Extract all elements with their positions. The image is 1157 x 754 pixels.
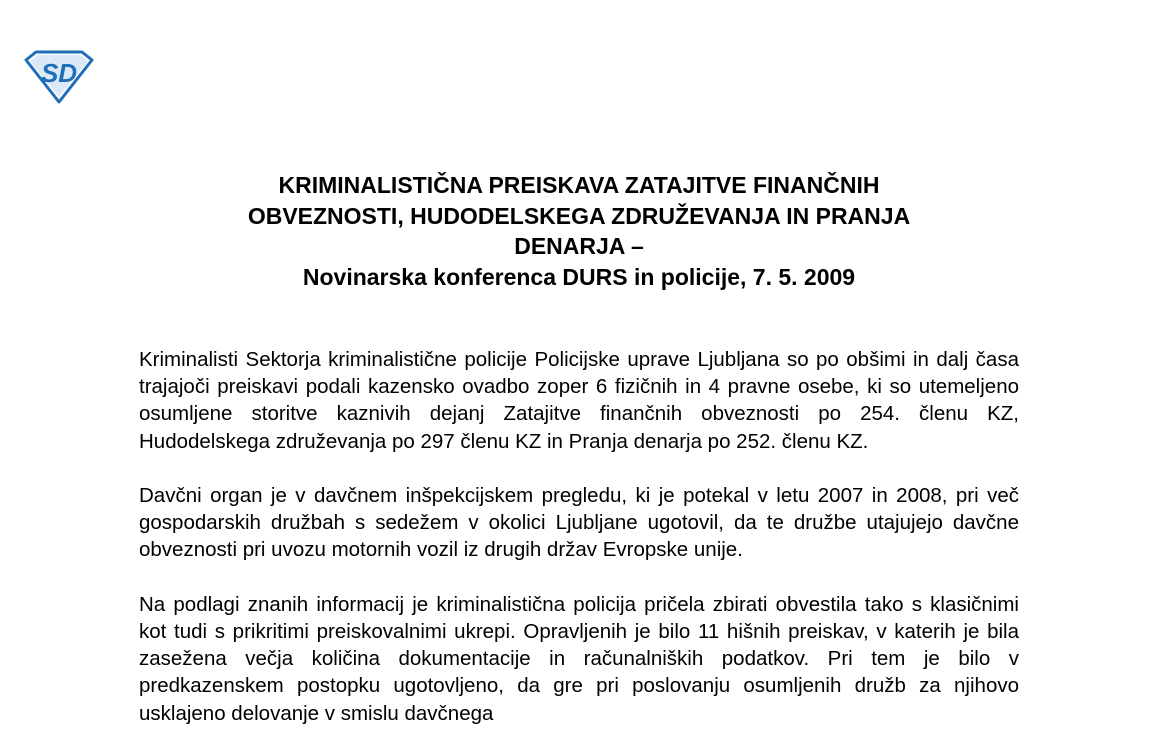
durs-logo-icon [22, 48, 96, 106]
title-line-3: DENARJA – [514, 233, 644, 259]
logo-lettering: SD [40, 58, 78, 88]
document-title [140, 170, 1018, 292]
title-line-1: KRIMINALISTIČNA PREISKAVA ZATAJITVE FINANČNIH [278, 172, 880, 198]
paragraph-2: Davčni organ je v davčnem inšpekcijskem pregledu, ki je potekal v letu 2007 in 2008, pri več gospodarskih družbah s sedežem v okolici Ljubljane ugotovil, da te družbe utajujejo davčne obveznosti pri uvozu motornih vozil iz drugih držav Evropske unije. [139, 484, 1019, 562]
document-body [139, 346, 1019, 754]
paragraph-1: Kriminalisti Sektorja kriminalistične policije Policijske uprave Ljubljana so po obšimi in dalj časa trajajoči preiskavi podali kazensko ovadbo zoper 6 fizičnih in 4 pravne osebe, ki so utemeljeno osumljene storitve kaznivih dejanj Zatajitve finančnih obveznosti po 254. členu KZ, Hudodelskega združevanja po 297 členu KZ in Pranja denarja po 252. členu KZ. [139, 348, 1019, 453]
title-line-4: Novinarska konferenca DURS in policije, 7. 5. 2009 [302, 263, 856, 290]
paragraph-3: Na podlagi znanih informacij je kriminalistična policija pričela zbirati obvestila tako s klasičnimi kot tudi s prikritimi preiskovalnimi ukrepi. Opravljenih je bilo 11 hišnih preiskav, v katerih je bila zasežena večja količina dokumentacije in računalniških podatkov. Pri tem je bilo v predkazenskem postopku ugotovljeno, da gre pri poslovanju osumljenih družb za njihovo usklajeno delovanje v smislu davčnega [139, 592, 1019, 725]
title-line-2: OBVEZNOSTI, HUDODELSKEGA ZDRUŽEVANJA IN PRANJA [247, 202, 911, 229]
